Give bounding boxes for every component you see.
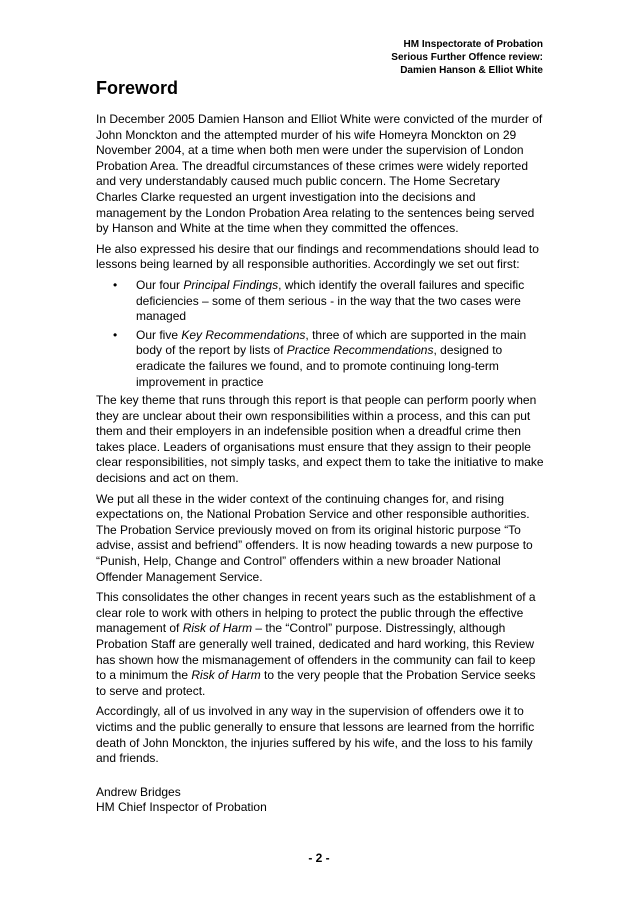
paragraph-emphasis: Risk of Harm: [182, 621, 253, 636]
running-header: [391, 38, 543, 77]
bullet-text: , designed to eradicate the failures we found, and to promote continuing long-term improvement in practice: [136, 343, 503, 389]
bullet-icon: •: [113, 277, 118, 292]
bullet-text: , three of which are supported in the main body of the report by lists of: [136, 327, 527, 358]
foreword-body: [96, 112, 544, 816]
header-line-subjects: Damien Hanson & Elliot White: [400, 65, 543, 76]
list-item-principal-findings: [96, 278, 544, 325]
paragraph-1: In December 2005 Damien Hanson and Elliot White were convicted of the murder of John Monckton and the attempted murder of his wife Homeyra Monckton on 29 November 2004, at a time when both men were under the supervision of London Probation Area. The dreadful circumstances of these crimes were widely reported and very understandably caused much public concern. The Home Secretary Charles Clarke requested an urgent investigation into the decisions and management by the London Probation Area relating to the sentences being served by Hanson and White at the time when they committed the offences.: [96, 112, 543, 236]
header-line-organisation: HM Inspectorate of Probation: [403, 39, 543, 50]
paragraph-text: This consolidates the other changes in recent years such as the establishment of a clear role to work with others in helping to protect the public through the effective management of: [96, 590, 536, 636]
signatory-role: HM Chief Inspector of Probation: [96, 800, 267, 815]
findings-list: [96, 278, 544, 390]
signature-block: [96, 785, 544, 816]
header-line-review: Serious Further Offence review:: [391, 52, 543, 63]
bullet-text: Our four: [136, 277, 184, 292]
bullet-emphasis: Principal Findings: [183, 277, 279, 292]
paragraph-emphasis: Risk of Harm: [191, 668, 261, 683]
paragraph-5: [96, 590, 544, 699]
paragraph-3: The key theme that runs through this report is that people can perform poorly when they are unclear about their own responsibilities within a process, and this can put them and their employers in an indefensible position when a dreadful crime then takes place. Leaders of organisations must ensure that they assign to their people clear responsibilities, not simply tasks, and expect them to take the initiative to make decisions and act on them.: [96, 393, 544, 486]
page-title: Foreword: [96, 78, 179, 98]
paragraph-2: He also expressed his desire that our findings and recommendations should lead to lessons being learned by all responsible authorities. Accordingly we set out first:: [96, 241, 539, 272]
paragraph-6: Accordingly, all of us involved in any way in the supervision of offenders owe it to victims and the public generally to ensure that lessons are learned from the horrific death of John Monckton, the injuries suffered by his wife, and the loss to his family and friends.: [96, 704, 535, 766]
bullet-emphasis: Key Recommendations: [181, 327, 306, 342]
signatory-name: Andrew Bridges: [96, 784, 181, 799]
bullet-text: Our five: [136, 327, 182, 342]
bullet-text: , which identify the overall failures and specific deficiencies – some of them serious - in the way that the two cases were managed: [136, 277, 525, 324]
paragraph-4: We put all these in the wider context of the continuing changes for, and rising expectations on, the National Probation Service and other responsible authorities. The Probation Service previously moved on from its original historic purpose “To advise, assist and befriend” offenders. It is now heading towards a new purpose to “Punish, Help, Change and Control” offenders within a new broader National Offender Management Service.: [96, 491, 533, 584]
bullet-icon: •: [113, 327, 118, 342]
page-number: - 2 -: [308, 851, 330, 865]
bullet-emphasis: Practice Recommendations: [286, 343, 434, 358]
paragraph-text: – the “Control” purpose. Distressingly, although Probation Staff are generally well trained, dedicated and hard working, this Review has shown how the mismanagement of offenders in the community can fail to keep to a minimum the: [96, 621, 536, 683]
list-item-key-recommendations: [96, 328, 544, 390]
paragraph-text: to the very people that the Probation Service seeks to serve and protect.: [96, 668, 536, 698]
